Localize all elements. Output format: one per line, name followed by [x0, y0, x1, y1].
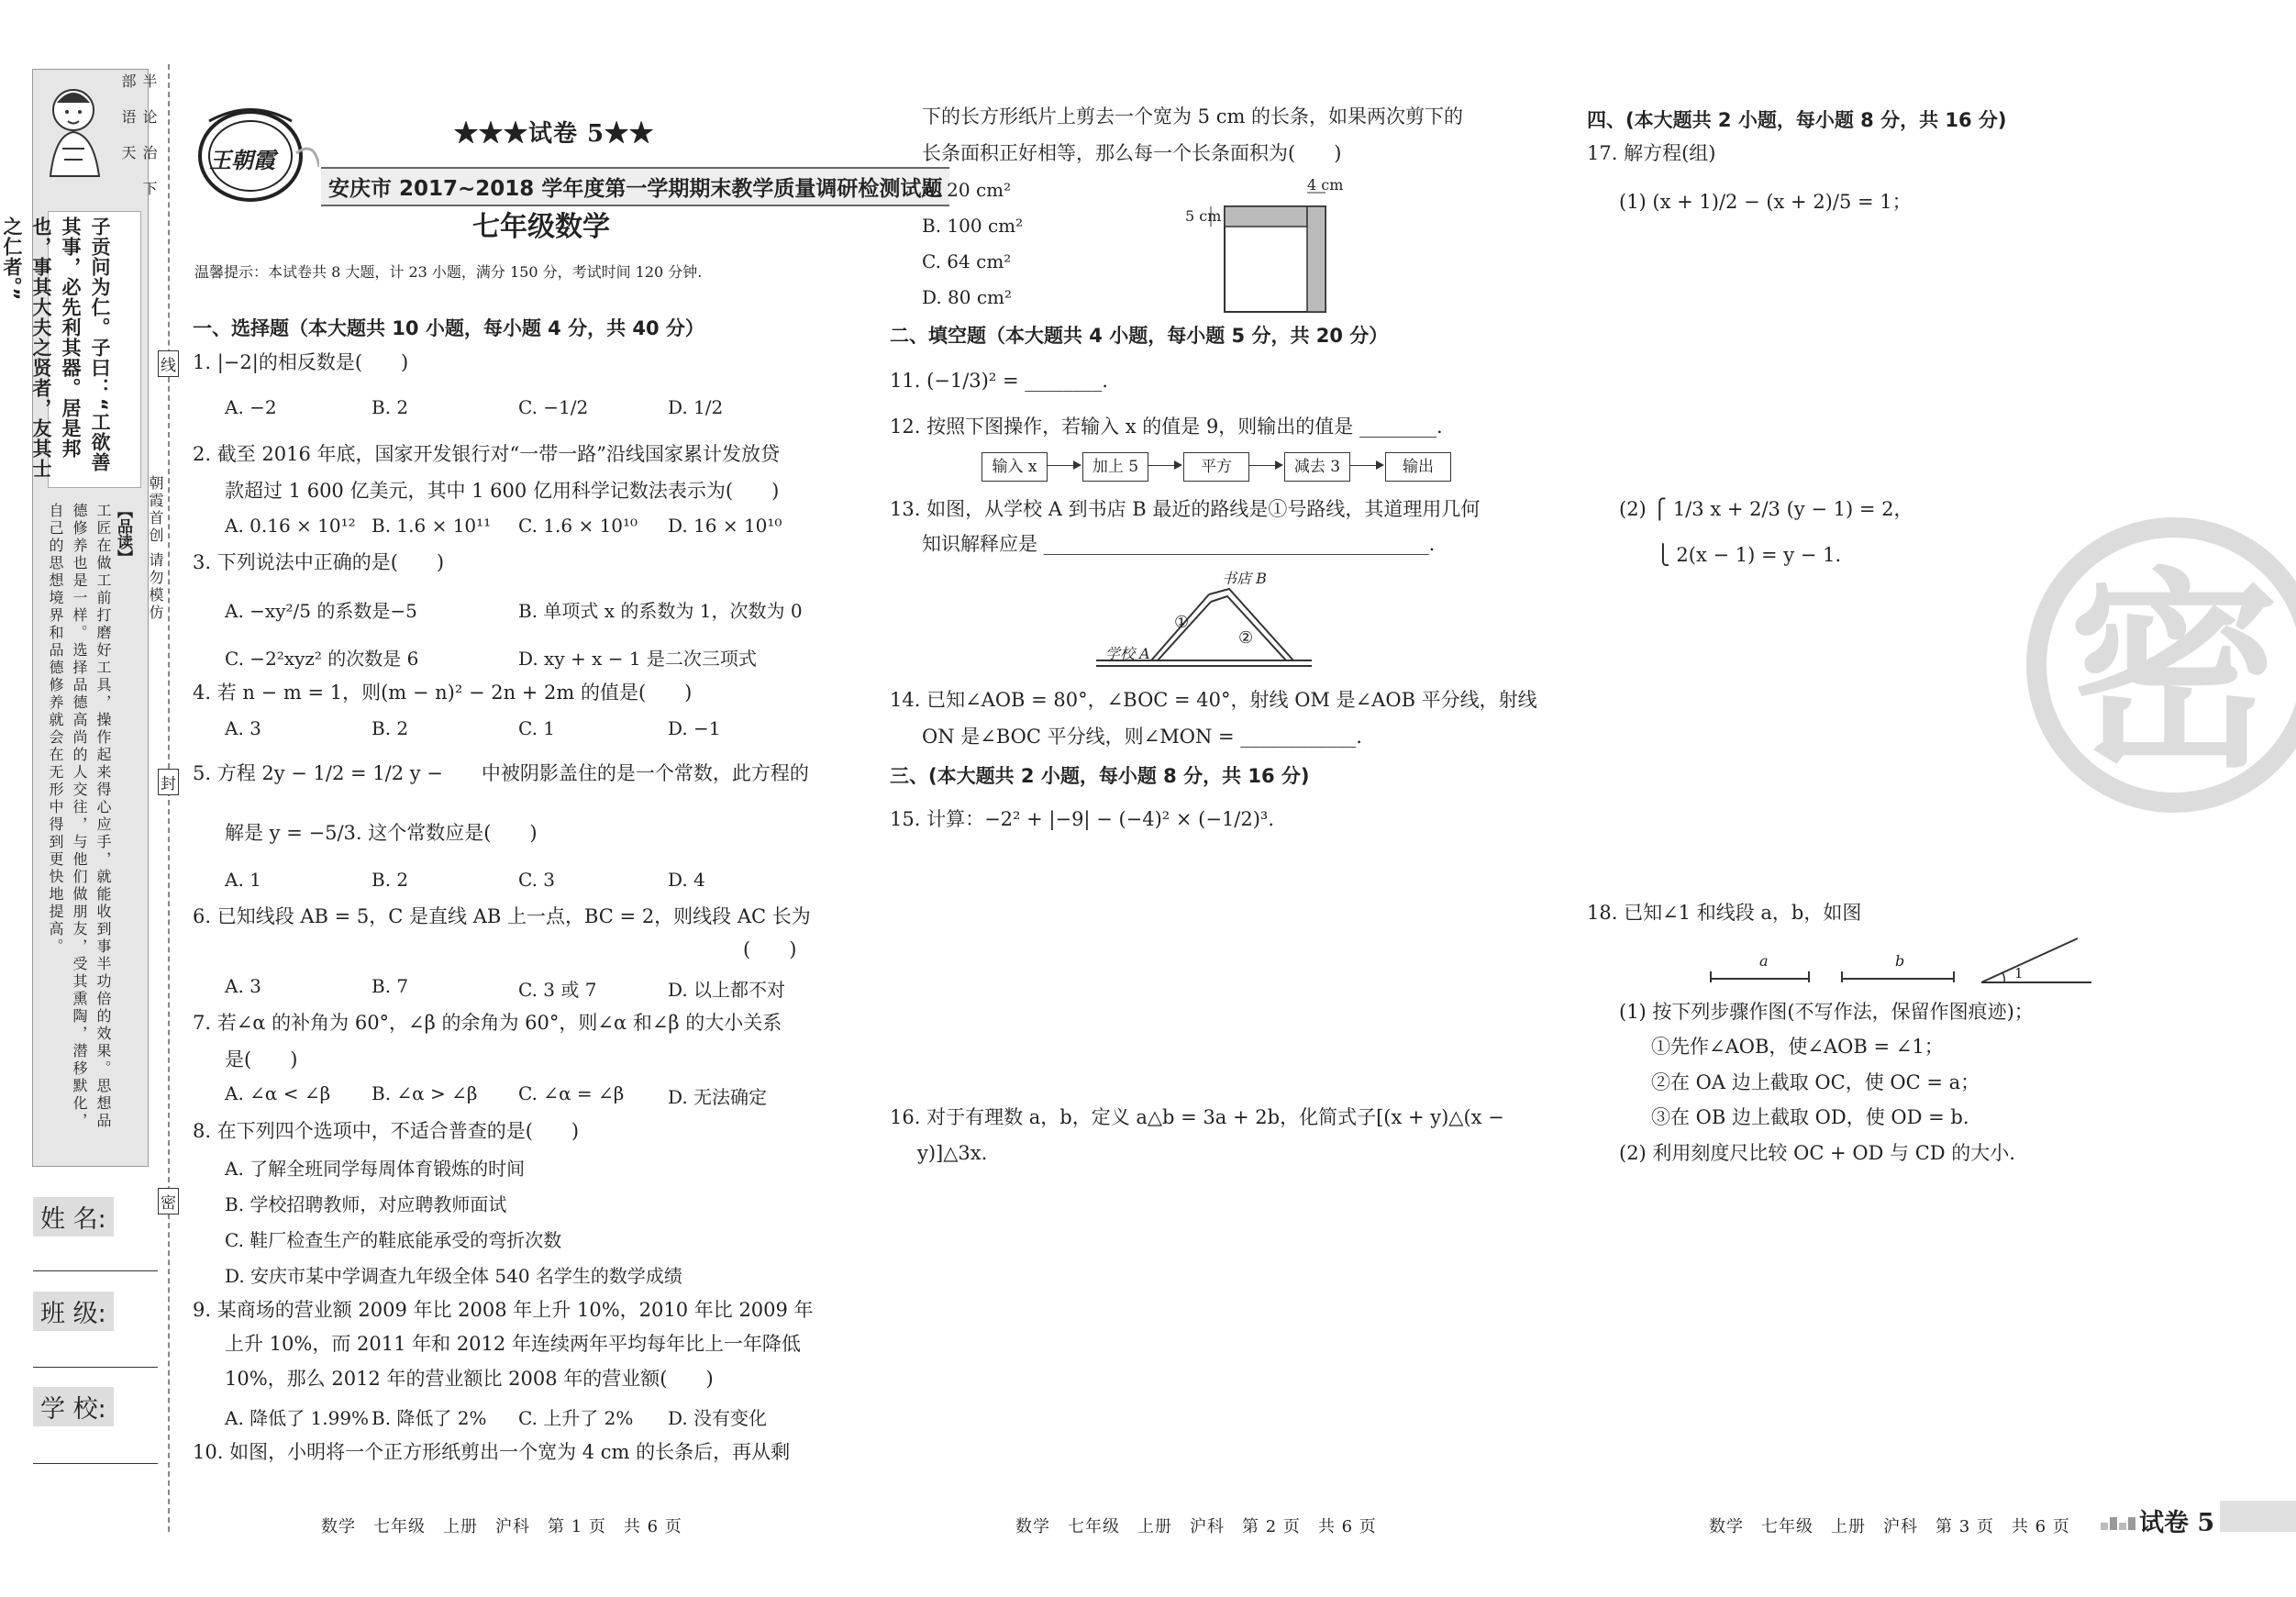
q10-line3: 长条面积正好相等，那么每一个长条面积为( ) [922, 142, 1342, 164]
q6-opt-d: D. 以上都不对 [668, 979, 786, 1001]
q7-opt-b: B. ∠α > ∠β [372, 1082, 478, 1104]
q7-line1: 7. 若∠α 的补角为 60°，∠β 的余角为 60°，则∠α 和∠β 的大小关系 [193, 1012, 782, 1034]
q1-opt-d: D. 1/2 [668, 396, 724, 418]
fig18-label-a: a [1759, 952, 1769, 970]
q1-opt-b: B. 2 [372, 396, 409, 418]
page2-footer: 数学 七年级 上册 沪科 第 2 页 共 6 页 [1015, 1517, 1377, 1536]
page3-footer: 数学 七年级 上册 沪科 第 3 页 共 6 页 [1709, 1517, 2070, 1536]
q2-line1: 2. 截至 2016 年底，国家开发银行对“一带一路”沿线国家累计发放贷 [193, 443, 780, 465]
class-label: 班 级: [33, 1292, 114, 1331]
bind-mark-mi: 密 [158, 1188, 179, 1214]
q3: 3. 下列说法中正确的是( ) [193, 551, 445, 573]
section-3-heading: 三、(本大题共 2 小题，每小题 8 分，共 16 分) [890, 765, 1310, 787]
q10-line2: 下的长方形纸片上剪去一个宽为 5 cm 的长条，如果两次剪下的 [922, 105, 1464, 128]
q1: 1. |−2|的相反数是( ) [193, 351, 409, 373]
fig10-width-label: 4 cm [1307, 176, 1344, 194]
q16-line2: y)]△3x. [917, 1142, 988, 1164]
flow-arrow-1 [1048, 465, 1080, 466]
fig13-school-label: 学校 A [1105, 645, 1150, 662]
flow-arrow-3 [1249, 465, 1281, 466]
q5-opt-d: D. 4 [668, 869, 705, 891]
q2-opt-a: A. 0.16 × 10¹² [225, 515, 356, 537]
q6-opt-a: A. 3 [225, 975, 261, 997]
q6-line2: ( ) [743, 938, 797, 960]
flow-step-square: 平方 [1183, 452, 1249, 482]
fig18-label-1: 1 [2014, 965, 2024, 981]
q8-opt-a: A. 了解全班同学每周体育锻炼的时间 [225, 1158, 526, 1180]
q17-part1: (1) (x + 1)/2 − (x + 2)/5 = 1； [1619, 191, 1912, 213]
flow-step-add5: 加上 5 [1082, 452, 1148, 482]
reading-label: 【品读】 [114, 503, 132, 565]
q10-line1: 10. 如图，小明将一个正方形纸剪出一个宽为 4 cm 的长条后，再从剩 [193, 1441, 791, 1463]
original-note: 朝霞首创 请勿模仿 [147, 475, 164, 623]
q11: 11. (−1/3)² = ________. [890, 370, 1108, 392]
q2-opt-b: B. 1.6 × 10¹¹ [372, 515, 492, 537]
q3-opt-b: B. 单项式 x 的系数为 1，次数为 0 [518, 600, 803, 622]
paper-tag: 试卷 5 [2139, 1509, 2215, 1537]
q10-opt-c: C. 64 cm² [922, 250, 1012, 272]
fig10-height-label: 5 cm [1185, 207, 1222, 225]
q7-opt-a: A. ∠α < ∠β [225, 1082, 331, 1104]
section-4-heading: 四、(本大题共 2 小题，每小题 8 分，共 16 分) [1587, 109, 2007, 131]
q12: 12. 按照下图操作，若输入 x 的值是 9，则输出的值是 ________. [890, 416, 1443, 438]
sidebar-quote: 子贡问为仁。子曰：“工欲善其事，必先利其器。居是邦也，事其大夫之贤者，友其士之仁者。” [1, 216, 111, 479]
section-1-heading: 一、选择题（本大题共 10 小题，每小题 4 分，共 40 分） [193, 317, 704, 339]
q6-opt-c: C. 3 或 7 [518, 979, 597, 1001]
q10-opt-d: D. 80 cm² [922, 286, 1013, 308]
q9-line3: 10%，那么 2012 年的营业额比 2008 年的营业额( ) [225, 1368, 714, 1390]
q2-opt-c: C. 1.6 × 10¹⁰ [518, 515, 638, 537]
q14-line2: ON 是∠BOC 平分线，则∠MON = ____________. [922, 726, 1362, 748]
q4: 4. 若 n − m = 1，则(m − n)² − 2n + 2m 的值是( ) [193, 682, 693, 704]
exam-title: 安庆市 2017~2018 学年度第一学期期末教学质量调研检测试题 [321, 167, 949, 206]
q18-part1: (1) 按下列步骤作图(不写作法，保留作图痕迹)； [1619, 1001, 2034, 1023]
flow-step-output: 输出 [1385, 452, 1451, 482]
q18-part2: (2) 利用刻度尺比较 OC + OD 与 CD 的大小. [1619, 1142, 2015, 1164]
q4-opt-c: C. 1 [518, 717, 556, 739]
exam-tip: 温馨提示：本试卷共 8 大题，计 23 小题，满分 150 分，考试时间 120 分钟. [194, 263, 703, 281]
q4-opt-d: D. −1 [668, 717, 721, 739]
flow-arrow-2 [1148, 465, 1181, 466]
q6-line1: 6. 已知线段 AB = 5，C 是直线 AB 上一点，BC = 2，则线段 AC 长为 [193, 905, 811, 927]
q3-opt-c: C. −2²xyz² 的次数是 6 [225, 648, 419, 670]
q13-line2: 知识解释应是 ________________________________________. [922, 533, 1436, 555]
bind-mark-xian: 线 [158, 350, 179, 377]
tag-decor [2101, 1514, 2139, 1532]
q9-line2: 上升 10%，而 2011 年和 2012 年连续两年平均每年比上一年降低 [225, 1333, 801, 1355]
fig13-store-label: 书店 B [1222, 570, 1267, 587]
q18-step2: ②在 OA 边上截取 OC，使 OC = a； [1651, 1071, 1980, 1093]
q14-line1: 14. 已知∠AOB = 80°，∠BOC = 40°，射线 OM 是∠AOB 平分线，射线 [890, 689, 1537, 711]
bind-mark-feng: 封 [158, 769, 179, 795]
q15: 15. 计算：−2² + |−9| − (−4)² × (−1/2)³. [890, 808, 1275, 830]
q17-part2-line2: ⎩ 2(x − 1) = y − 1. [1656, 544, 1842, 566]
q4-opt-b: B. 2 [372, 717, 409, 739]
q3-opt-d: D. xy + x − 1 是二次三项式 [518, 648, 757, 670]
fig13-route-1: ① [1174, 613, 1190, 632]
q9-opt-c: C. 上升了 2% [518, 1407, 634, 1429]
q9-opt-a: A. 降低了 1.99% [225, 1407, 370, 1429]
logo-text: 王朝霞 [209, 147, 275, 173]
q1-opt-a: A. −2 [225, 396, 277, 418]
section-2-heading: 二、填空题（本大题共 4 小题，每小题 5 分，共 20 分） [890, 325, 1389, 347]
q9-line1: 9. 某商场的营业额 2009 年比 2008 年上升 10%，2010 年比 2009 年 [193, 1299, 814, 1321]
reading-body: 工匠在做工前打磨好工具，操作起来得心应手，就能收到事半功倍的效果。思想品德修养也是一样。选择品德高尚的人交往，与他们做朋友，受其熏陶，潜移默化，自己的思想境界和品德修养就会在无形中得到更快地提高。 [47, 503, 112, 1130]
q9-opt-d: D. 没有变化 [668, 1407, 768, 1429]
tag-bar [2220, 1501, 2296, 1532]
q18: 18. 已知∠1 和线段 a，b，如图 [1587, 902, 1862, 924]
flow-step-sub3: 减去 3 [1284, 452, 1350, 482]
q8-opt-d: D. 安庆市某中学调查九年级全体 540 名学生的数学成绩 [225, 1265, 682, 1287]
q18-step1: ①先作∠AOB，使∠AOB = ∠1； [1651, 1036, 1944, 1058]
q10-opt-a: A. 20 cm² [922, 179, 1012, 201]
class-field[interactable] [33, 1367, 158, 1368]
figure-q10 [1183, 174, 1339, 321]
binding-line [168, 64, 170, 1532]
q8: 8. 在下列四个选项中，不适合普查的是( ) [193, 1120, 580, 1142]
sage-portrait [37, 75, 115, 181]
name-field[interactable] [33, 1270, 158, 1271]
q2-opt-d: D. 16 × 10¹⁰ [668, 515, 782, 537]
flow-arrow-4 [1350, 465, 1382, 466]
fig13-route-2: ② [1238, 628, 1254, 648]
q3-opt-a: A. −xy²/5 的系数是−5 [225, 600, 417, 622]
q8-opt-b: B. 学校招聘教师，对应聘教师面试 [225, 1193, 507, 1215]
q5-opt-a: A. 1 [225, 869, 261, 891]
q1-opt-c: C. −1/2 [518, 396, 589, 418]
fig18-label-b: b [1895, 952, 1905, 970]
q9-opt-b: B. 降低了 2% [372, 1407, 487, 1429]
school-field[interactable] [33, 1463, 158, 1464]
school-label: 学 校: [33, 1387, 114, 1426]
series-label: ★★★试卷 5★★ [454, 120, 655, 148]
q17: 17. 解方程(组) [1587, 142, 1716, 164]
q5-opt-c: C. 3 [518, 869, 556, 891]
q4-opt-a: A. 3 [225, 717, 261, 739]
q13-line1: 13. 如图，从学校 A 到书店 B 最近的路线是①号路线，其道理用几何 [890, 498, 1481, 520]
q7-line2: 是( ) [225, 1048, 298, 1070]
q8-opt-c: C. 鞋厂检查生产的鞋底能承受的弯折次数 [225, 1229, 562, 1251]
q6-opt-b: B. 7 [372, 975, 409, 997]
motto-title: 半部论语治天下 [119, 73, 158, 201]
q5-opt-b: B. 2 [372, 869, 409, 891]
q5-line1: 5. 方程 2y − 1/2 = 1/2 y − 中被阴影盖住的是一个常数，此方程的 [193, 762, 809, 784]
q7-opt-d: D. 无法确定 [668, 1086, 768, 1108]
name-label: 姓 名: [33, 1197, 114, 1237]
subject-title: 七年级数学 [472, 211, 610, 243]
q17-part2-line1: (2) ⎧ 1/3 x + 2/3 (y − 1) = 2， [1619, 498, 1913, 520]
page1-footer: 数学 七年级 上册 沪科 第 1 页 共 6 页 [321, 1517, 682, 1536]
reading-text [43, 503, 115, 1145]
q18-step3: ③在 OB 边上截取 OD，使 OD = b. [1651, 1106, 1969, 1128]
flow-step-input: 输入 x [982, 452, 1048, 482]
q16-line1: 16. 对于有理数 a，b，定义 a△b = 3a + 2b，化简式子[(x + y)△(x − [890, 1106, 1504, 1128]
q7-opt-c: C. ∠α = ∠β [518, 1082, 625, 1104]
watermark-char: 密 [2069, 551, 2280, 796]
q2-line2: 款超过 1 600 亿美元，其中 1 600 亿用科学记数法表示为( ) [225, 480, 780, 502]
q5-line2: 解是 y = −5/3. 这个常数应是( ) [225, 822, 538, 844]
q10-opt-b: B. 100 cm² [922, 215, 1024, 237]
